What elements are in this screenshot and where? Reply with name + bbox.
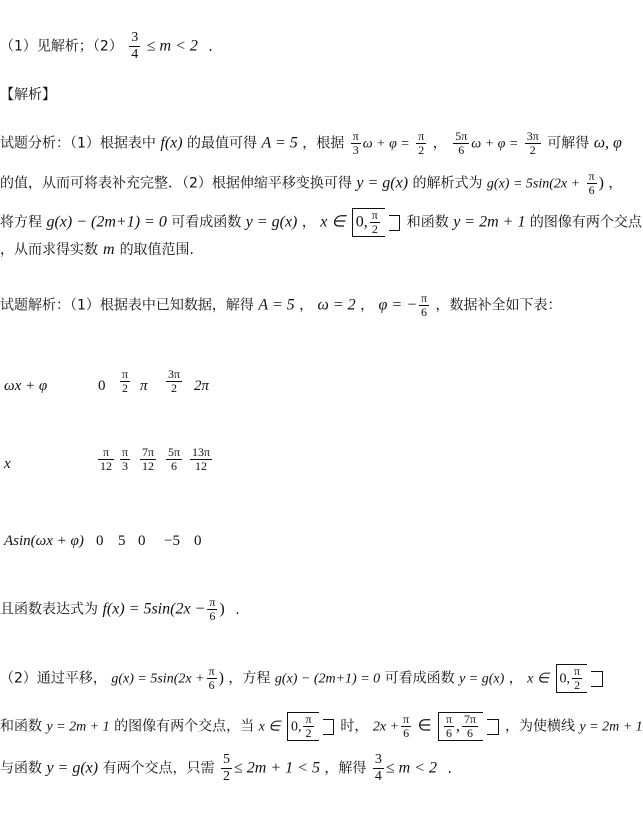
part2-line-1: （2）通过平移， g(x) = 5sin(2x + $\frac{\pi}{6}$ ) ，方程 g(x) − (2m+1) = 0 可看成函数 y = g(x) ， x ∈ 0, $\frac{\pi}{2}$ [0,664,605,693]
row2-cell: $\frac{\pi}{12}$ [100,445,112,473]
answer-fraction: $\frac{3}{4}$ [131,30,139,62]
interval-bracket: $\frac{\pi}{6}$ , $\frac{7\pi}{6}$ [438,712,483,741]
answer-line: （1）见解析；（2） $\frac{3}{4}$ ≤ m < 2 . [0,30,213,62]
row3-cell: 5 [118,533,126,549]
expression-line: 且函数表达式为 f(x) = 5sin(2x − $\frac{\pi}{6}$ ) . [0,595,240,623]
analysis-line-1: 试题分析：（1）根据表中 f(x) 的最值可得 A = 5 ，根据 $\frac{\pi}{3}$ ω + φ = $\frac{\pi}{2}$ ， $\frac{5\pi}{6}$ ω + φ = $\frac{3\pi}{2}$ 可解得 ω, φ [0,129,622,157]
row3-cell: −5 [164,533,180,549]
interval-bracket: 0, $\frac{\pi}{2}$ [556,664,588,693]
row3-label: Asin(ωx + φ) [4,533,84,549]
solution-line: 试题解析：（1）根据表中已知数据，解得 A = 5 ， ω = 2 ， φ = − $\frac{\pi}{6}$ ，数据补全如下表： [0,291,562,319]
row2-cell: $\frac{13\pi}{12}$ [192,445,211,473]
row1-cell: 2π [194,378,210,394]
row3-cell: 0 [138,533,146,549]
analysis-line-4: ，从而求得实数 m 的取值范围. [0,241,195,258]
section-heading: 【解析】 [0,87,56,103]
analysis-line-3: 将方程 g(x) − (2m+1) = 0 可看成函数 y = g(x) ， x ∈ 0, $\frac{\pi}{2}$ 和函数 y = 2m + 1 的图像有两个交点 [0,208,642,236]
row2-cell: $\frac{5\pi}{6}$ [168,445,181,473]
row3-cell: 0 [194,533,202,549]
answer-inequality: ≤ m < 2 [146,37,198,55]
interval-bracket: 0, $\frac{\pi}{2}$ [287,712,319,741]
row1-cell: 0 [98,378,106,394]
analysis-line-2: 的值，从而可将表补充完整．（2）根据伸缩平移变换可得 y = g(x) 的解析式为 g(x) = 5sin(2x + $\frac{\pi}{6}$ ) ， [0,169,623,197]
part2-line-3: 与函数 y = g(x) 有两个交点，只需 $\frac{5}{2}$ ≤ 2m + 1 < 5 ，解得 $\frac{3}{4}$ ≤ m < 2 . [0,752,452,784]
row1-cell: $\frac{\pi}{2}$ [122,367,129,395]
row1-cell: π [140,378,148,394]
part2-line-2: 和函数 y = 2m + 1 的图像有两个交点，当 x ∈ 0, $\frac{\pi}{2}$ 时， 2x + $\frac{\pi}{6}$ ∈ $\frac{\pi}{6}$ , $\frac{7\pi}{6}$ ，为使横线 y = 2m + 1 [0,712,643,740]
row3-cell: 0 [96,533,104,549]
row2-label: x [4,456,11,472]
answer-part1: （1）见解析；（2） [0,38,123,55]
row1-cell: $\frac{3\pi}{2}$ [168,367,181,395]
interval-bracket: 0, $\frac{\pi}{2}$ [352,208,385,237]
row2-cell: $\frac{\pi}{3}$ [122,445,129,473]
row1-label: ωx + φ [4,378,48,394]
row2-cell: $\frac{7\pi}{12}$ [142,445,155,473]
